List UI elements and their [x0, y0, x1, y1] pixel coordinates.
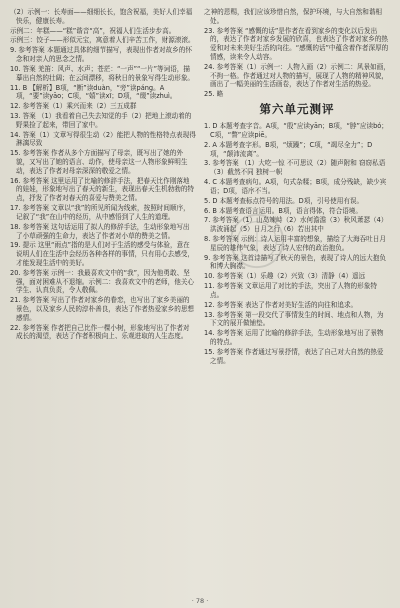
answer-line: （2）示例一：长寿面——细细长长，饱含祝福，美好人们幸福快乐，健康长寿。	[10, 8, 193, 25]
answer-line: 14. 参考答案 运用了比喻的修辞手法，生动形象地写出了景物的特点。	[204, 329, 384, 347]
answer-line: 15. 参考答案 作者通过写景抒情，表达了自己对大自然的热爱之情。	[204, 347, 384, 365]
answer-line: 之神的恩赐，我们应该珍惜自然，保护环境，与大自然和谐相处。	[204, 8, 383, 25]
page-number: · 78 ·	[191, 597, 209, 605]
round-stamp-watermark-icon	[228, 212, 286, 270]
answer-line: 20. 参考答案 示例一：我最喜欢文中的“我”，因为他勇敢、坚强，面对困难从不退缩。示例二：我喜欢文中的老师，他关心学生、认真负责，令人敬佩。	[10, 268, 195, 295]
right-column	[204, 8, 390, 592]
answer-line: 示例三：饺子——形似元宝，寓意着人们辛苦工作，财源滚滚。	[10, 36, 195, 45]
answer-line: 15. 参考答案 作者从多个方面描写了母亲，既写出了她的外貌，又写出了她的语言、动作，使母亲这一人物形象鲜明生动，表达了作者对母亲深深的敬爱之情。	[10, 149, 188, 175]
answer-line: 示例二：年糕——“糕”谐音“高”，祝福人们生活步步高。	[10, 26, 176, 35]
answer-line: 13. 答案 （1）我看着自己失去知觉的手（2）把地上滚动着的野果捡了起来，带回了家中。	[10, 112, 192, 129]
answer-line: 9. 参考答案 这首诗描写了秋天的景色，表现了诗人的远大抱负和博大胸襟。	[204, 253, 386, 271]
answer-line: 3. 参考答案 （1）大吃一惊 不可思议（2）随声附和 窃窃私语（3）截然不同 独树一帜	[204, 159, 386, 177]
left-column-lines	[10, 8, 196, 341]
answer-line: 7. 参考答案（1）山岛竦峙（2）水何澹澹（3）秋风萧瑟（4）洪波涌起（5）日月之行（6）若出其中	[204, 216, 388, 234]
answer-line: 11. B 【解析】B项，“断”读duàn，“旁”读páng。A项，“要”读yāo；C项，“嬉”读xī；D项，“缀”读zhuì。	[10, 83, 177, 101]
answer-line: 21. 参考答案 写出了作者对家乡的眷恋，也写出了家乡美丽的景色，以及家乡人民的淳朴善良，表达了作者热爱家乡的思想感情。	[10, 296, 195, 322]
section-title: 第六单元测评	[259, 101, 335, 116]
answer-line: 10. 参考答案（1）乐趣（2）兴致（3）清静（4）遥远	[204, 272, 366, 281]
answer-line: 17. 参考答案 文章以“我”的所见所闻为线索，按照时间顺序，记叙了“我”在山中的经历，从中感悟到了人生的道理。	[10, 204, 190, 221]
left-column	[10, 8, 196, 592]
answer-line: 10. 答案 羌笛：风声、水声；苍茫：“一声”“一片”等词语，描摹出自然的壮阔；在云间漂移，将秋日的景象写得生动形象。	[10, 64, 195, 82]
answer-line: 24. 参考答案（1）示例一：人物入画（2）示例二：风景如画，不拘一格。作者通过对人物的描写，展现了人物的精神风貌，画出了一幅美丽的生活画卷，表达了作者对生活的热爱。	[204, 62, 390, 89]
answer-line: 9. 参考答案 本题通过具体的细节描写，表现出作者对故乡的怀念和对亲人的思念之情。	[10, 46, 192, 64]
answer-line: 5. D 本题考查标点符号的用法。D项，引号使用有误。	[204, 196, 364, 205]
answer-line: 22. 参考答案 作者把自己比作一棵小树，形象地写出了作者对成长的渴望，表达了作者积极向上、乐观进取的人生态度。	[10, 323, 190, 341]
answer-line: 14. 答案（1）文章写得很生动（2）能把人物的性格特点表现得淋漓尽致	[10, 130, 196, 148]
answer-line: 16. 参考答案 这里运用了比喻的修辞手法，把春天比作刚落地的娃娃，形象地写出了春天的新生，表现出春天生机勃勃的特点，抒发了作者对春天的喜爱与赞美之情。	[10, 176, 195, 203]
answer-line: 25. 略	[204, 90, 224, 99]
answer-line: 23. 参考答案 “感慨的话”是作者在看到家乡的变化以后发出的，表达了作者对家乡发展的欣喜，也表达了作者对家乡的热爱和对未来美好生活的向往。“感慨的话”中蕴含着作者深厚的情感，读来令人动容。	[204, 26, 389, 61]
answer-line: 13. 参考答案 第一段交代了事情发生的时间、地点和人物，为下文的展开做铺垫。	[204, 310, 384, 328]
answer-line: 8. 参考答案 示例：诗人运用丰富的想象，描绘了大海吞吐日月星辰的雄伟气象，表达了诗人宏伟的政治抱负。	[204, 235, 386, 252]
answer-line: 6. B 本题考查语言运用。B项，语言得体，符合语境。	[204, 206, 362, 215]
right-column-top-lines	[204, 8, 390, 99]
answer-line: 4. C 本题考查病句。A项，句式杂糅；B项，成分残缺，缺少宾语；D项，语序不当。	[204, 178, 387, 195]
answer-line: 11. 参考答案 文章运用了对比的手法，突出了人物的形象特点。	[204, 282, 377, 299]
answer-line: 12. 参考答案 表达了作者对美好生活的向往和追求。	[204, 300, 358, 309]
answer-line: 1. D 本题考查字音。A项，“殷”应读yān；B项，“脖”应读bó；C项，“瞥”应读piē。	[204, 122, 388, 139]
answer-line: 12. 参考答案（1）乘兴而来（2）三五成群	[10, 102, 137, 111]
answer-line: 18. 参考答案 这句话运用了拟人的修辞手法，生动形象地写出了小草顽强的生命力，表达了作者对小草的赞美之情。	[10, 222, 190, 240]
answer-line: 19. 提示 这里“雨点”指的是人们对于生活的感受与体验，意在说明人们在生活中会经历各种各样的事情，只有用心去感受，才能发现生活中的美好。	[10, 241, 195, 267]
answer-line: 2. A 本题考查字形。B项，“烦躁”；C项，“竭尽全力”；D项，“颠沛流离”。	[204, 140, 373, 158]
